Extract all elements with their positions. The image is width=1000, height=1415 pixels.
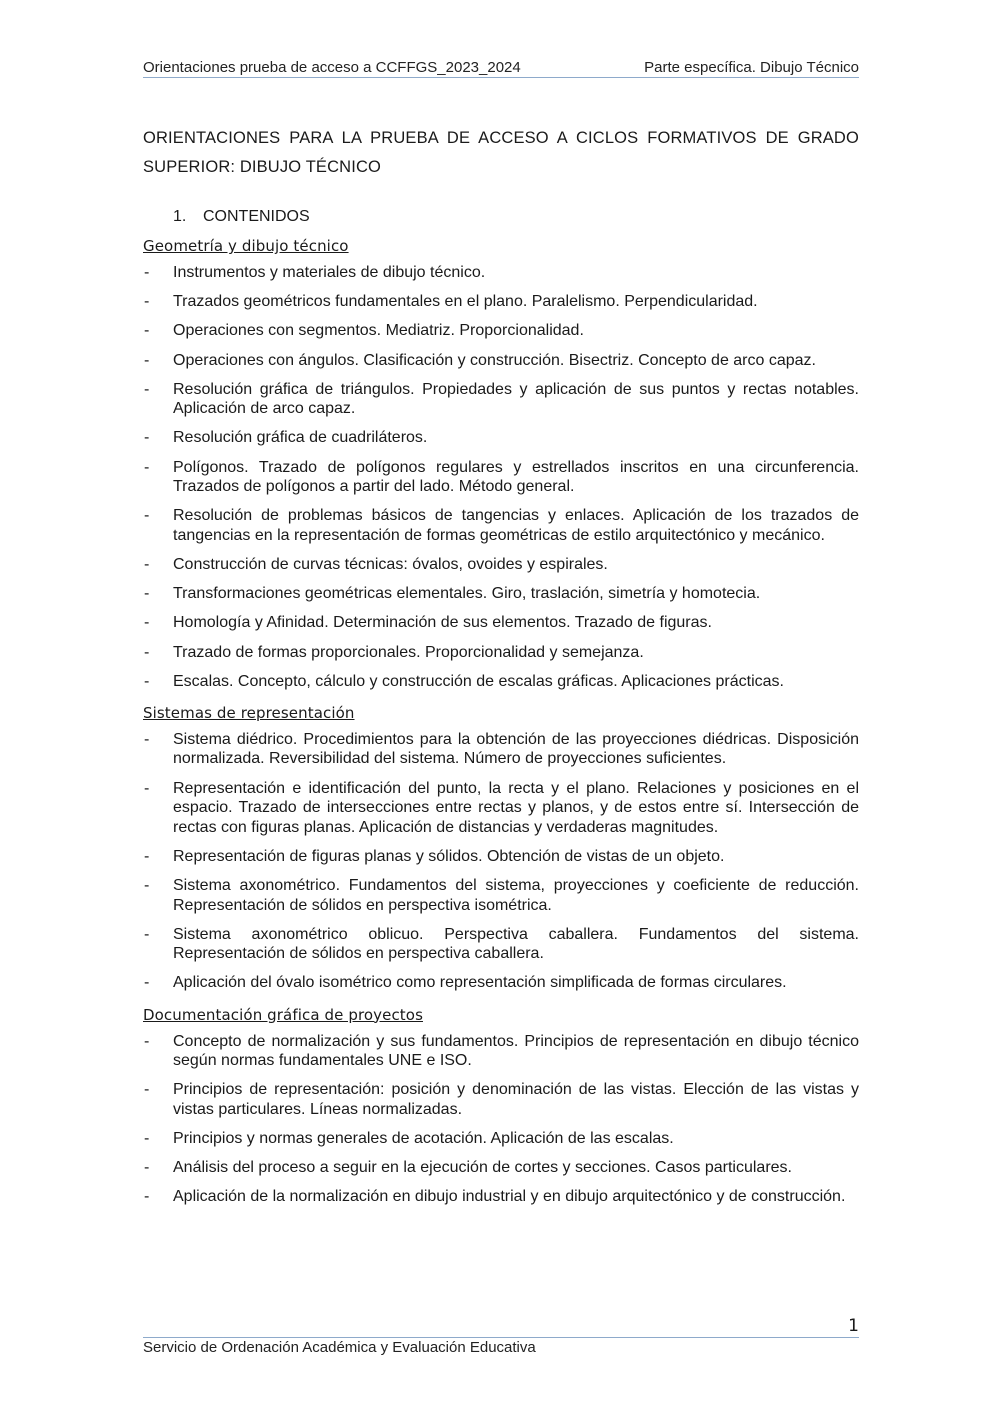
- list-item: - Trazados geométricos fundamentales en el plano. Paralelismo. Perpendicularidad.: [144, 293, 758, 311]
- list-item: - Aplicación del óvalo isométrico como representación simplificada de formas circulares.: [144, 974, 787, 992]
- list-item: - Resolución gráfica de triángulos. Propiedades y aplicación de sus puntos y rectas notables. Aplicación de arco capaz.: [144, 380, 859, 418]
- dash-bullet-icon: -: [144, 380, 150, 398]
- dash-bullet-icon: -: [144, 672, 150, 690]
- header-document-title: Orientaciones prueba de acceso a CCFFGS_2023_2024: [143, 59, 521, 76]
- dash-bullet-icon: -: [144, 614, 150, 632]
- list-item: - Sistema axonométrico. Fundamentos del sistema, proyecciones y coeficiente de reducción. Representación de sólidos en perspectiva isométrica.: [144, 877, 859, 914]
- dash-bullet-icon: -: [144, 322, 150, 340]
- header-section-title: Parte específica. Dibujo Técnico: [644, 59, 859, 76]
- dash-bullet-icon: -: [144, 1129, 150, 1147]
- list-item: - Análisis del proceso a seguir en la ejecución de cortes y secciones. Casos particulares.: [144, 1159, 792, 1177]
- section-number: 1.: [173, 208, 187, 225]
- dash-bullet-icon: -: [144, 429, 150, 447]
- dash-bullet-icon: -: [144, 877, 150, 894]
- list-item: - Sistema axonométrico oblicuo. Perspectiva caballera. Fundamentos del sistema. Representación de sólidos en perspectiva caballera.: [144, 925, 859, 963]
- document-title: ORIENTACIONES PARA LA PRUEBA DE ACCESO A CICLOS FORMATIVOS DE GRADO SUPERIOR: DIBUJO TÉCNICO: [143, 129, 859, 176]
- dash-bullet-icon: -: [144, 1032, 150, 1050]
- dash-bullet-icon: -: [144, 1159, 150, 1177]
- list-item: - Operaciones con segmentos. Mediatriz. Proporcionalidad.: [144, 322, 584, 340]
- list-item: - Principios de representación: posición y denominación de las vistas. Elección de las vistas y vistas particulares. Líneas normalizadas.: [144, 1081, 859, 1118]
- list-item: - Aplicación de la normalización en dibujo industrial y en dibujo arquitectónico y de construcción.: [144, 1188, 846, 1206]
- dash-bullet-icon: -: [144, 974, 150, 992]
- dash-bullet-icon: -: [144, 779, 150, 797]
- contents-body: [143, 234, 859, 1217]
- dash-bullet-icon: -: [144, 458, 150, 476]
- list-item: - Polígonos. Trazado de polígonos regulares y estrellados inscritos en una circunferencia. Trazados de polígonos a partir del lado. Método general.: [144, 458, 859, 496]
- dash-bullet-icon: -: [144, 556, 150, 573]
- dash-bullet-icon: -: [144, 1081, 150, 1099]
- dash-bullet-icon: -: [144, 643, 150, 661]
- list-item: - Concepto de normalización y sus fundamentos. Principios de representación en dibujo técnico según normas fundamentales UNE e ISO.: [144, 1032, 859, 1070]
- dash-bullet-icon: -: [144, 925, 150, 943]
- section-label: CONTENIDOS: [203, 208, 310, 225]
- page-header: [143, 58, 859, 78]
- list-item: - Sistema diédrico. Procedimientos para la obtención de las proyecciones diédricas. Disposición normalizada. Reversibilidad del sistema. Número de proyecciones suficientes.: [144, 730, 859, 768]
- list-documentacion: [143, 1032, 859, 1207]
- list-item: - Representación e identificación del punto, la recta y el plano. Relaciones y posiciones en el espacio. Trazado de intersecciones entre rectas y planos, y de estos entre sí. Intersección de rectas con figuras planas. Aplicación de distancias y verdaderas magnitudes.: [144, 779, 859, 836]
- dash-bullet-icon: -: [144, 730, 150, 748]
- list-item: - Trazado de formas proporcionales. Proporcionalidad y semejanza.: [144, 643, 644, 661]
- dash-bullet-icon: -: [144, 507, 150, 525]
- list-item: - Representación de figuras planas y sólidos. Obtención de vistas de un objeto.: [144, 847, 725, 865]
- list-geometria: [143, 263, 859, 691]
- subheading-geometria: Geometría y dibujo técnico: [143, 237, 349, 255]
- section-heading: [173, 205, 310, 229]
- list-item: - Homología y Afinidad. Determinación de sus elementos. Trazado de figuras.: [144, 614, 712, 632]
- dash-bullet-icon: -: [144, 585, 150, 603]
- list-sistemas: [143, 730, 859, 993]
- footer-text: Servicio de Ordenación Académica y Evaluación Educativa: [143, 1339, 536, 1356]
- list-item: - Resolución gráfica de cuadriláteros.: [144, 429, 428, 447]
- dash-bullet-icon: -: [144, 351, 150, 369]
- list-item: - Instrumentos y materiales de dibujo técnico.: [144, 264, 486, 281]
- list-item: - Principios y normas generales de acotación. Aplicación de las escalas.: [144, 1129, 674, 1147]
- list-item: - Operaciones con ángulos. Clasificación y construcción. Bisectriz. Concepto de arco capaz.: [144, 351, 816, 369]
- subheading-sistemas: Sistemas de representación: [143, 703, 355, 722]
- page-number: 1: [848, 1316, 859, 1336]
- dash-bullet-icon: -: [144, 293, 150, 311]
- dash-bullet-icon: -: [144, 1188, 150, 1206]
- dash-bullet-icon: -: [144, 847, 150, 865]
- list-item: - Resolución de problemas básicos de tangencias y enlaces. Aplicación de los trazados de tangencias en la representación de formas geométricas de estilo arquitectónico y mecánico.: [144, 507, 859, 544]
- dash-bullet-icon: -: [144, 264, 150, 281]
- footer-divider: [143, 1337, 859, 1338]
- subheading-documentacion: Documentación gráfica de proyectos: [143, 1005, 423, 1024]
- list-item: - Construcción de curvas técnicas: óvalos, ovoides y espirales.: [144, 556, 608, 573]
- list-item: - Transformaciones geométricas elementales. Giro, traslación, simetría y homotecia.: [144, 585, 761, 603]
- list-item: - Escalas. Concepto, cálculo y construcción de escalas gráficas. Aplicaciones prácticas.: [144, 672, 784, 690]
